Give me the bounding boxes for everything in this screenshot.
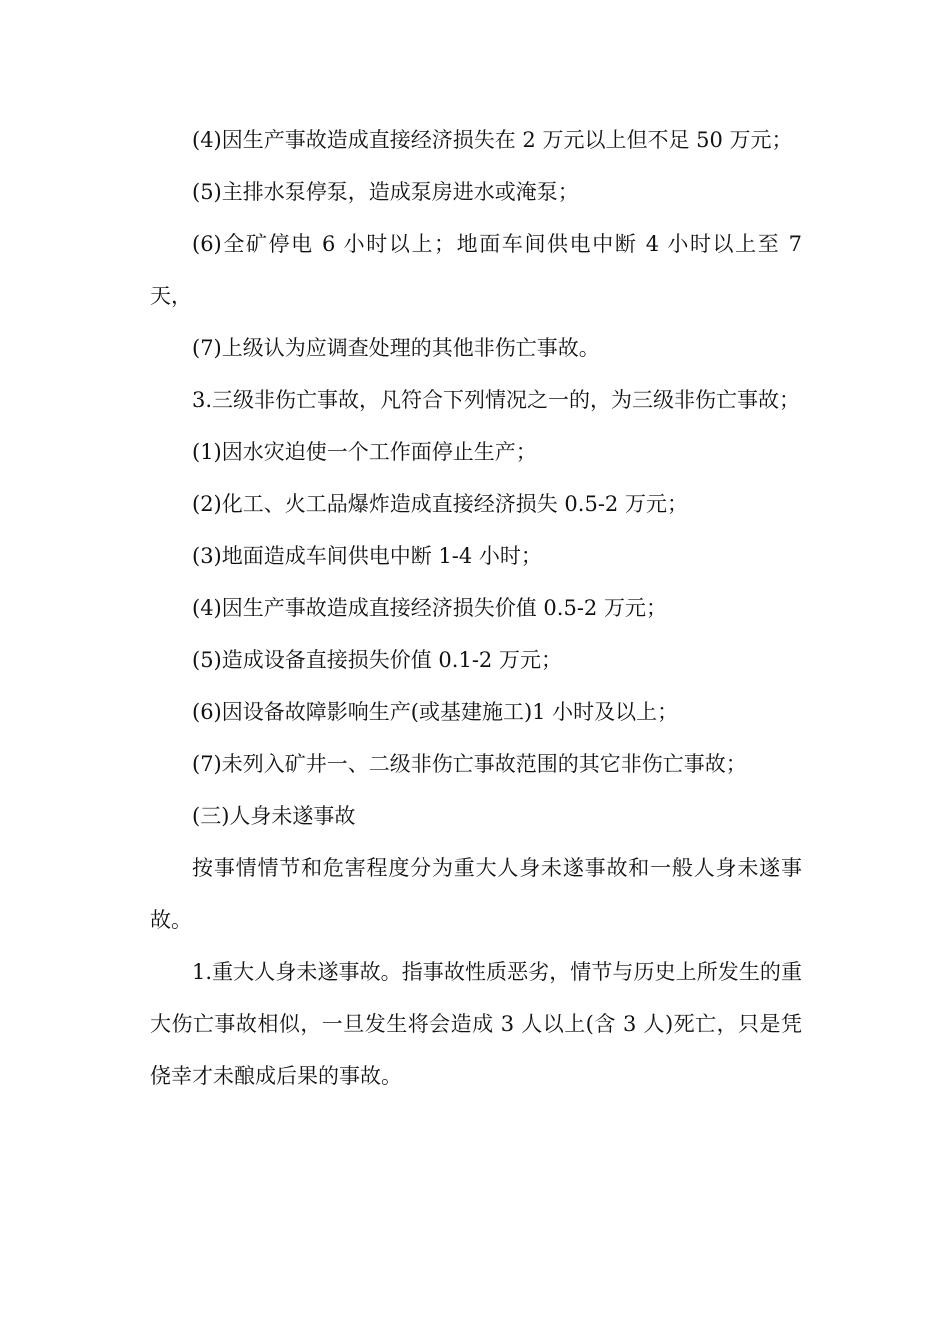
paragraph-item-7-other: (7)上级认为应调查处理的其他非伤亡事故。 <box>192 336 600 360</box>
paragraph-item-4-loss: (4)因生产事故造成直接经济损失在 2 万元以上但不足 50 万元； <box>192 128 793 152</box>
paragraph-l3-item-2: (2)化工、火工品爆炸造成直接经济损失 0.5-2 万元； <box>192 492 688 516</box>
paragraph-l3-item-1: (1)因水灾迫使一个工作面停止生产； <box>192 440 537 464</box>
paragraph-l3-item-7: (7)未列入矿井一、二级非伤亡事故范围的其它非伤亡事故； <box>192 752 747 776</box>
paragraph-item-5-pump: (5)主排水泵停泵，造成泵房进水或淹泵； <box>192 180 579 204</box>
paragraph-l3-item-5: (5)造成设备直接损失价值 0.1-2 万元； <box>192 648 562 672</box>
section-heading-near-miss: (三)人身未遂事故 <box>192 804 356 828</box>
paragraph-l3-item-6: (6)因设备故障影响生产(或基建施工)1 小时及以上； <box>192 700 679 724</box>
paragraph-near-miss-intro: 按事情情节和危害程度分为重大人身未遂事故和一般人身未遂事故。 <box>150 856 802 932</box>
paragraph-l3-item-3: (3)地面造成车间供电中断 1-4 小时； <box>192 544 542 568</box>
paragraph-item-6-power: (6)全矿停电 6 小时以上；地面车间供电中断 4 小时以上至 7 天， <box>150 232 802 308</box>
document-body <box>150 114 802 1102</box>
paragraph-level-3-heading: 3.三级非伤亡事故，凡符合下列情况之一的，为三级非伤亡事故； <box>192 388 801 412</box>
paragraph-major-near-miss: 1.重大人身未遂事故。指事故性质恶劣，情节与历史上所发生的重大伤亡事故相似，一旦发生将会造成 3 人以上(含 3 人)死亡，只是凭侥幸才未酿成后果的事故。 <box>150 960 802 1088</box>
paragraph-l3-item-4: (4)因生产事故造成直接经济损失价值 0.5-2 万元； <box>192 596 667 620</box>
